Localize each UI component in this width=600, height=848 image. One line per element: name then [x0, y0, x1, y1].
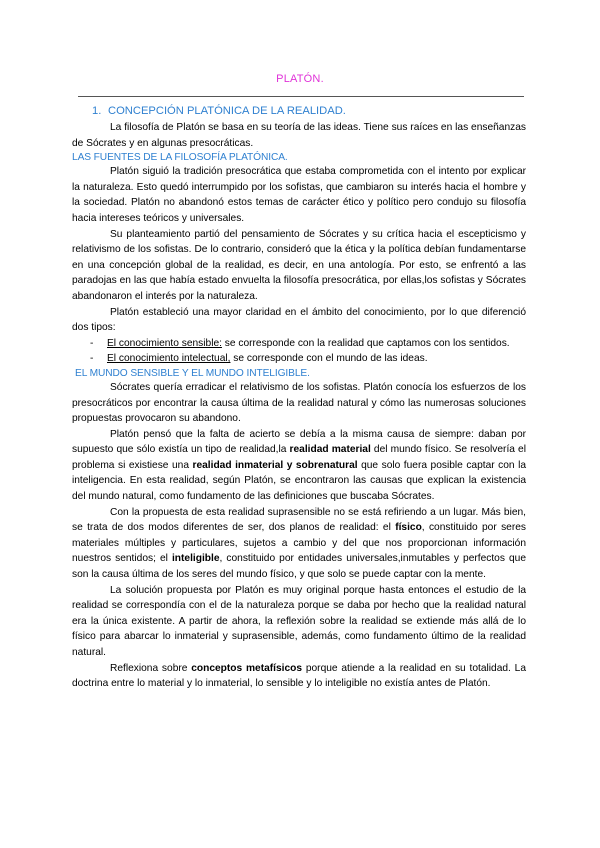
list-item — [72, 351, 526, 367]
section-heading-1 — [92, 104, 526, 119]
text-run: que solo fuera posible captar con la inteligencia. En esta realidad, según Platón, se encontraron las causas que explican la existencia del mundo natural, como fundamento de las definiciones que buscaba Sócrates. — [72, 459, 526, 503]
bold-term: realidad material — [289, 444, 371, 456]
paragraph: Platón siguió la tradición presocrática que estaba comprometida con el intento por explicar la naturaleza. Esto quedó interrumpido por los sofistas, que cambiaron su interés hacia el hombre y la sociedad. Platón no abandonó estos temas de carácter ético y político pero condujo su filosofía hacia intereses teóricos y universales. — [72, 166, 526, 224]
text-run: Platón pensó que la falta de acierto se debía a la misma causa de siempre: daban por supuesto que sólo existía un tipo de realidad,la — [72, 428, 526, 456]
text-run: Con la propuesta de esta realidad suprasensible no se está refiriendo a un lugar. Más bien, se trata de dos modos diferentes de ser, dos planos de realidad: el — [72, 506, 526, 534]
list-text: se corresponde con la realidad que captamos con los sentidos. — [221, 337, 510, 349]
page-title: PLATÓN. — [276, 73, 324, 85]
section-heading-text: CONCEPCIÓN PLATÓNICA DE LA REALIDAD. — [108, 105, 346, 117]
text-run: Reflexiona sobre — [110, 662, 192, 674]
list-item — [72, 336, 526, 352]
list-text: se corresponde con el mundo de las ideas. — [230, 353, 428, 365]
paragraph: Su planteamiento partió del pensamiento de Sócrates y su crítica hacia el escepticismo y relativismo de los sofistas. De lo contrario, consideró que la ética y la política debían fundamentarse en una concepción global de la realidad, es decir, en una antología. Por esto, se enfrentó a las paradojas en las que había estado envuelta la filosofía presocrática, por ellas,los sofistas y Sócrates abandonaron el interés por la naturaleza. — [72, 228, 526, 302]
subheading-worlds: EL MUNDO SENSIBLE Y EL MUNDO INTELIGIBLE. — [75, 367, 310, 379]
bold-term: inteligible — [171, 553, 220, 565]
bold-term: conceptos metafísicos — [191, 662, 303, 674]
intro-paragraph: La filosofía de Platón se basa en su teoría de las ideas. Tiene sus raíces en las enseñanzas de Sócrates y en algunas presocráticas. — [72, 122, 526, 149]
bullet-dash: - — [90, 353, 94, 365]
list-term: El conocimiento sensible: — [107, 337, 222, 349]
bullet-dash: - — [90, 337, 94, 349]
text-run: porque atiende a la realidad en su totalidad. La doctrina entre lo material y lo inmaterial, lo sensible y lo inteligible no existía antes de Platón. — [72, 662, 526, 690]
text-run: , constituido por entidades universales,inmutables y perfectos que son la causa última de los seres del mundo físico, y que solo se puede captar con la mente. — [72, 553, 526, 581]
section-number: 1. — [92, 105, 102, 117]
text-run: del mundo físico. Se resolvería el problema si existiese una — [72, 444, 526, 471]
title-divider — [78, 96, 524, 97]
bold-term: físico — [395, 522, 422, 534]
paragraph: Sócrates quería erradicar el relativismo de los sofistas. Platón conocía los esfuerzos de los presocráticos por encontrar la causa última de la realidad natural y cómo las numerosas soluciones propuestas provocaron su abandono. — [72, 381, 526, 425]
paragraph: Platón estableció una mayor claridad en el ámbito del conocimiento, por lo que diferenció dos tipos: — [72, 306, 526, 334]
paragraph — [72, 661, 526, 692]
document-body — [72, 104, 526, 692]
list-term: El conocimiento intelectual, — [107, 353, 231, 365]
bold-term: realidad inmaterial y sobrenatural — [192, 459, 358, 471]
text-run: , constituido por seres materiales múltiples y particulares, sujetos a cambio y del que nos proporcionan información nuestros sentidos; el — [72, 522, 526, 565]
paragraph — [72, 427, 526, 505]
subheading-sources: LAS FUENTES DE LA FILOSOFÍA PLATÓNICA. — [72, 152, 288, 164]
paragraph — [72, 505, 526, 583]
knowledge-types-list — [72, 336, 526, 367]
paragraph: La solución propuesta por Platón es muy original porque hasta entonces el estudio de la realidad se correspondía con el de la naturaleza porque se daba por hecho que la realidad natural era la única existente. A partir de ahora, la reflexión sobre la realidad se extiende más allá de lo físico para abarcar lo inmaterial y suprasensible, además, como fundamento último de la realidad natural. — [72, 584, 526, 658]
